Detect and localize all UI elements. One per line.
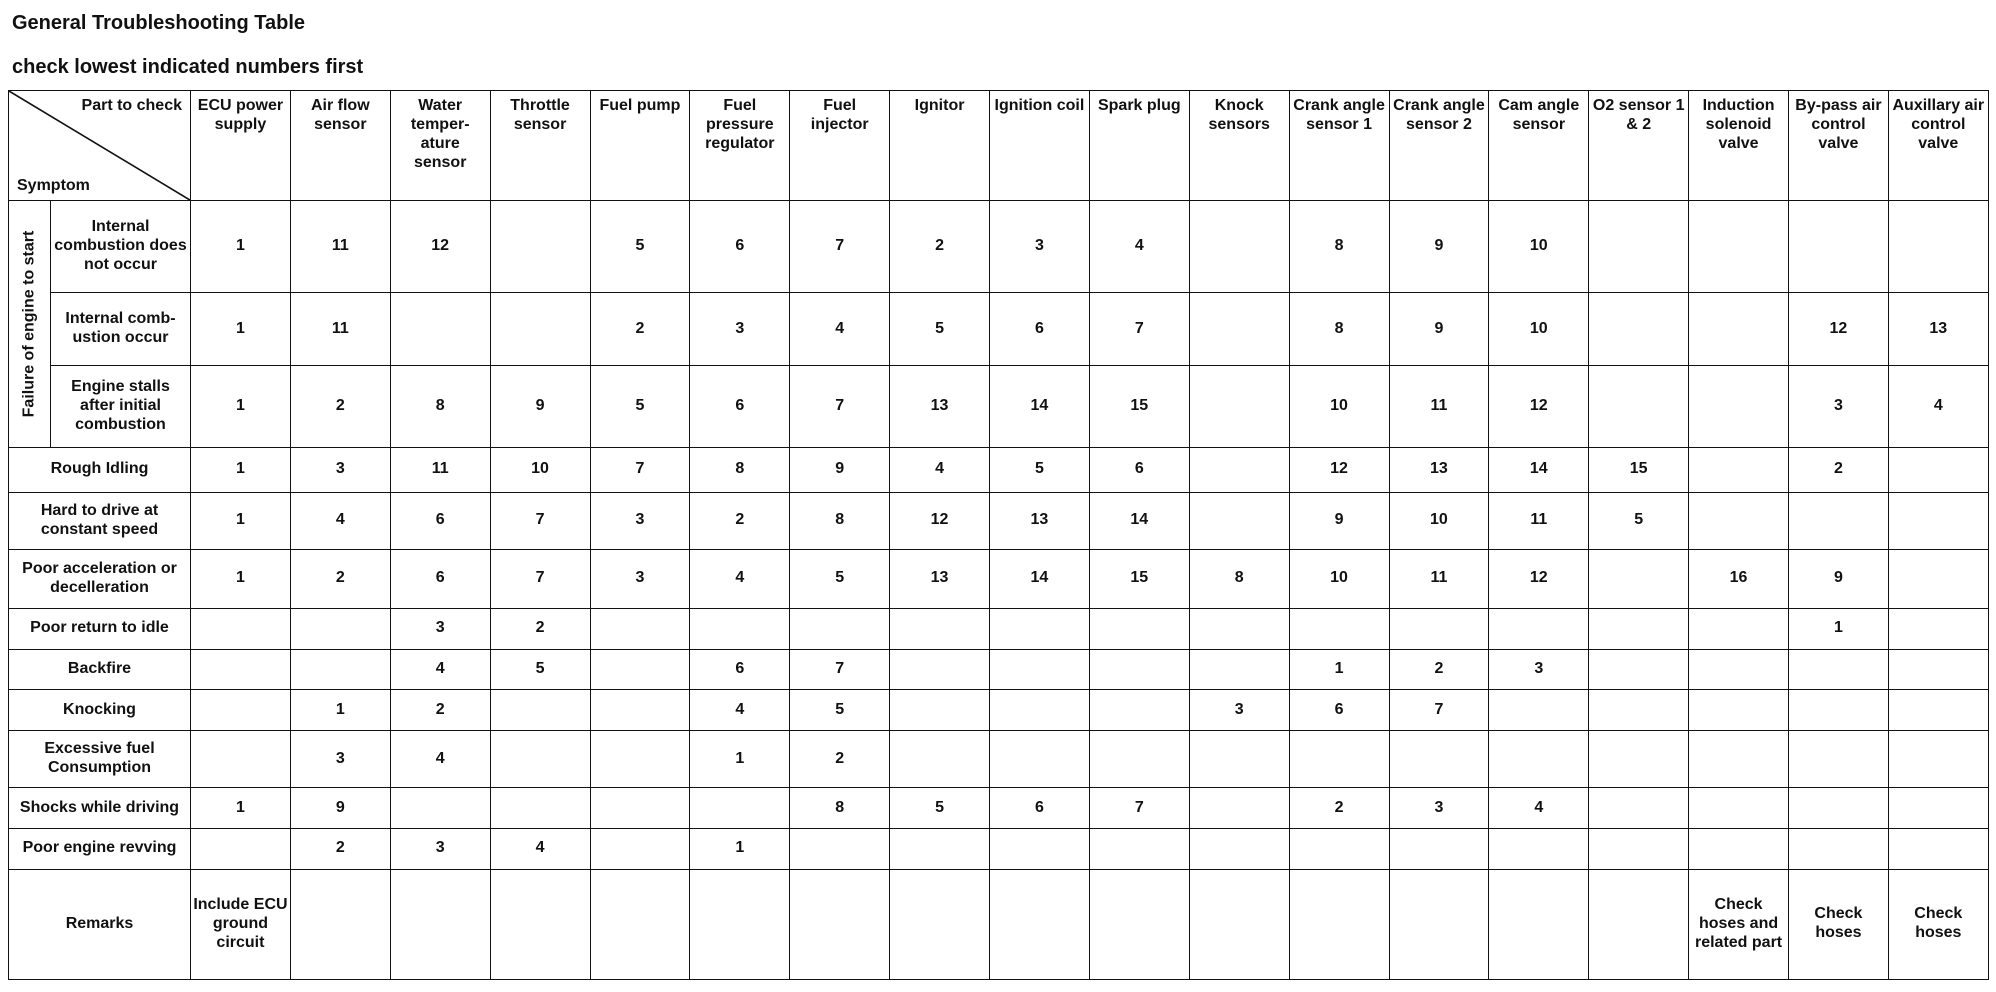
priority-cell xyxy=(1489,608,1589,649)
column-header: Auxillary air control valve xyxy=(1888,91,1988,201)
priority-cell: 15 xyxy=(1589,447,1689,492)
priority-cell: 2 xyxy=(590,292,690,365)
remark-cell xyxy=(1189,869,1289,979)
priority-cell xyxy=(191,731,291,788)
priority-cell: 3 xyxy=(1189,690,1289,731)
priority-cell xyxy=(1789,731,1889,788)
priority-cell: 5 xyxy=(590,201,690,293)
priority-cell: 7 xyxy=(490,549,590,608)
symptom-label: Symptom xyxy=(17,177,90,195)
priority-cell: 3 xyxy=(390,828,490,869)
remark-cell xyxy=(1089,869,1189,979)
priority-cell xyxy=(1888,201,1988,293)
priority-cell xyxy=(290,649,390,690)
priority-cell xyxy=(790,828,890,869)
priority-cell xyxy=(690,788,790,829)
priority-cell xyxy=(1789,788,1889,829)
priority-cell: 6 xyxy=(390,492,490,549)
column-header: Air flow sensor xyxy=(290,91,390,201)
priority-cell xyxy=(1888,608,1988,649)
priority-cell xyxy=(1888,731,1988,788)
column-header: Cam angle sensor xyxy=(1489,91,1589,201)
priority-cell: 11 xyxy=(1489,492,1589,549)
priority-cell: 1 xyxy=(191,492,291,549)
priority-cell: 4 xyxy=(390,731,490,788)
priority-cell: 14 xyxy=(1089,492,1189,549)
priority-cell: 4 xyxy=(790,292,890,365)
priority-cell: 3 xyxy=(390,608,490,649)
table-row xyxy=(9,828,1989,869)
remarks-label: Remarks xyxy=(9,869,191,979)
priority-cell xyxy=(990,608,1090,649)
priority-cell xyxy=(1389,731,1489,788)
priority-cell: 12 xyxy=(390,201,490,293)
priority-cell: 9 xyxy=(1289,492,1389,549)
priority-cell xyxy=(1689,828,1789,869)
priority-cell xyxy=(1888,788,1988,829)
part-to-check-label: Part to check xyxy=(81,97,182,114)
priority-cell: 1 xyxy=(191,366,291,448)
remark-cell xyxy=(690,869,790,979)
remark-cell xyxy=(1589,869,1689,979)
priority-cell: 6 xyxy=(990,788,1090,829)
priority-cell: 11 xyxy=(1389,366,1489,448)
priority-cell xyxy=(191,690,291,731)
priority-cell xyxy=(1189,492,1289,549)
priority-cell xyxy=(990,731,1090,788)
priority-cell: 10 xyxy=(1489,292,1589,365)
priority-cell xyxy=(1589,366,1689,448)
priority-cell xyxy=(1289,731,1389,788)
priority-cell xyxy=(1189,788,1289,829)
priority-cell xyxy=(590,608,690,649)
priority-cell: 2 xyxy=(690,492,790,549)
priority-cell: 7 xyxy=(590,447,690,492)
priority-cell: 10 xyxy=(1289,549,1389,608)
table-row xyxy=(9,201,1989,293)
priority-cell: 10 xyxy=(490,447,590,492)
priority-cell: 2 xyxy=(490,608,590,649)
priority-cell: 11 xyxy=(1389,549,1489,608)
priority-cell: 5 xyxy=(590,366,690,448)
priority-cell xyxy=(490,690,590,731)
priority-cell xyxy=(590,649,690,690)
column-header: Fuel pump xyxy=(590,91,690,201)
priority-cell: 4 xyxy=(1888,366,1988,448)
priority-cell xyxy=(1089,828,1189,869)
priority-cell xyxy=(390,788,490,829)
priority-cell: 12 xyxy=(1489,366,1589,448)
column-header: ECU power supply xyxy=(191,91,291,201)
priority-cell xyxy=(1589,608,1689,649)
group-label: Failure of engine to start xyxy=(20,230,38,418)
priority-cell xyxy=(990,828,1090,869)
column-header: Crank angle sensor 1 xyxy=(1289,91,1389,201)
priority-cell xyxy=(1489,828,1589,869)
priority-cell xyxy=(1389,828,1489,869)
priority-cell xyxy=(1589,649,1689,690)
remark-cell: Check hoses xyxy=(1789,869,1889,979)
priority-cell: 10 xyxy=(1489,201,1589,293)
priority-cell: 5 xyxy=(790,549,890,608)
priority-cell: 8 xyxy=(790,788,890,829)
priority-cell xyxy=(1589,690,1689,731)
priority-cell: 6 xyxy=(690,366,790,448)
symptom-cell: Hard to drive at constant speed xyxy=(9,492,191,549)
priority-cell: 4 xyxy=(490,828,590,869)
priority-cell: 10 xyxy=(1289,366,1389,448)
table-row xyxy=(9,788,1989,829)
priority-cell: 12 xyxy=(890,492,990,549)
priority-cell xyxy=(890,828,990,869)
column-header: Water temper-ature sensor xyxy=(390,91,490,201)
priority-cell xyxy=(1789,690,1889,731)
priority-cell: 2 xyxy=(890,201,990,293)
priority-cell xyxy=(890,608,990,649)
priority-cell xyxy=(290,608,390,649)
priority-cell xyxy=(490,292,590,365)
priority-cell xyxy=(590,828,690,869)
priority-cell xyxy=(1189,731,1289,788)
remark-cell xyxy=(290,869,390,979)
priority-cell xyxy=(1489,731,1589,788)
column-header: Crank angle sensor 2 xyxy=(1389,91,1489,201)
column-header: Fuel injector xyxy=(790,91,890,201)
priority-cell: 1 xyxy=(191,447,291,492)
priority-cell xyxy=(1189,292,1289,365)
table-row xyxy=(9,292,1989,365)
priority-cell: 8 xyxy=(1189,549,1289,608)
priority-cell: 3 xyxy=(1489,649,1589,690)
priority-cell: 2 xyxy=(1389,649,1489,690)
priority-cell: 1 xyxy=(290,690,390,731)
priority-cell xyxy=(1189,447,1289,492)
priority-cell xyxy=(1089,690,1189,731)
priority-cell xyxy=(1189,608,1289,649)
priority-cell xyxy=(1689,690,1789,731)
priority-cell: 16 xyxy=(1689,549,1789,608)
priority-cell: 7 xyxy=(1389,690,1489,731)
priority-cell xyxy=(1089,731,1189,788)
priority-cell: 8 xyxy=(690,447,790,492)
priority-cell: 13 xyxy=(1888,292,1988,365)
remarks-row xyxy=(9,869,1989,979)
priority-cell: 1 xyxy=(191,292,291,365)
priority-cell xyxy=(1689,366,1789,448)
priority-cell xyxy=(1689,608,1789,649)
symptom-cell: Poor engine revving xyxy=(9,828,191,869)
priority-cell: 9 xyxy=(290,788,390,829)
table-row xyxy=(9,649,1989,690)
symptom-cell: Poor acceleration or decelleration xyxy=(9,549,191,608)
header-row xyxy=(9,91,1989,201)
priority-cell: 6 xyxy=(1089,447,1189,492)
priority-cell: 5 xyxy=(1589,492,1689,549)
priority-cell: 6 xyxy=(990,292,1090,365)
symptom-cell: Internal combustion does not occur xyxy=(51,201,191,293)
priority-cell xyxy=(590,788,690,829)
priority-cell: 9 xyxy=(790,447,890,492)
table-row xyxy=(9,608,1989,649)
troubleshooting-table xyxy=(8,90,1989,980)
priority-cell: 2 xyxy=(290,828,390,869)
symptom-cell: Excessive fuel Consumption xyxy=(9,731,191,788)
column-header: Fuel pressure regulator xyxy=(690,91,790,201)
priority-cell xyxy=(690,608,790,649)
priority-cell xyxy=(191,608,291,649)
priority-cell xyxy=(1189,201,1289,293)
corner-cell xyxy=(9,91,191,201)
priority-cell: 3 xyxy=(1789,366,1889,448)
priority-cell xyxy=(1589,731,1689,788)
priority-cell: 10 xyxy=(1389,492,1489,549)
priority-cell xyxy=(1689,201,1789,293)
page-title: General Troubleshooting Table xyxy=(12,12,305,34)
priority-cell xyxy=(191,828,291,869)
priority-cell: 9 xyxy=(490,366,590,448)
priority-cell xyxy=(1689,292,1789,365)
priority-cell: 13 xyxy=(890,366,990,448)
priority-cell: 14 xyxy=(990,549,1090,608)
priority-cell xyxy=(1888,649,1988,690)
priority-cell xyxy=(1689,447,1789,492)
priority-cell: 7 xyxy=(490,492,590,549)
priority-cell: 1 xyxy=(191,788,291,829)
priority-cell: 1 xyxy=(690,731,790,788)
remark-cell xyxy=(790,869,890,979)
priority-cell: 3 xyxy=(290,447,390,492)
priority-cell: 7 xyxy=(1089,788,1189,829)
priority-cell: 8 xyxy=(1289,201,1389,293)
priority-cell xyxy=(1888,690,1988,731)
table-row xyxy=(9,366,1989,448)
symptom-cell: Engine stalls after initial combustion xyxy=(51,366,191,448)
priority-cell: 14 xyxy=(1489,447,1589,492)
priority-cell: 7 xyxy=(790,366,890,448)
priority-cell: 5 xyxy=(890,292,990,365)
priority-cell xyxy=(490,201,590,293)
priority-cell xyxy=(1789,828,1889,869)
priority-cell xyxy=(1489,690,1589,731)
priority-cell: 4 xyxy=(890,447,990,492)
column-header: Ignition coil xyxy=(990,91,1090,201)
column-header: O2 sensor 1 & 2 xyxy=(1589,91,1689,201)
priority-cell: 2 xyxy=(790,731,890,788)
priority-cell: 2 xyxy=(390,690,490,731)
priority-cell xyxy=(1689,649,1789,690)
remark-cell xyxy=(490,869,590,979)
remark-cell xyxy=(590,869,690,979)
priority-cell xyxy=(790,608,890,649)
priority-cell xyxy=(490,788,590,829)
priority-cell: 13 xyxy=(990,492,1090,549)
priority-cell: 6 xyxy=(690,649,790,690)
priority-cell: 1 xyxy=(191,201,291,293)
priority-cell: 6 xyxy=(390,549,490,608)
priority-cell: 12 xyxy=(1289,447,1389,492)
priority-cell xyxy=(1689,731,1789,788)
priority-cell: 11 xyxy=(290,292,390,365)
priority-cell xyxy=(1789,492,1889,549)
priority-cell: 3 xyxy=(1389,788,1489,829)
priority-cell: 7 xyxy=(1089,292,1189,365)
remark-cell: Check hoses and related part xyxy=(1689,869,1789,979)
priority-cell: 1 xyxy=(1289,649,1389,690)
priority-cell xyxy=(1389,608,1489,649)
priority-cell xyxy=(390,292,490,365)
priority-cell xyxy=(1289,828,1389,869)
priority-cell xyxy=(1189,649,1289,690)
priority-cell: 5 xyxy=(490,649,590,690)
priority-cell xyxy=(890,690,990,731)
priority-cell: 5 xyxy=(890,788,990,829)
priority-cell: 2 xyxy=(1289,788,1389,829)
priority-cell: 6 xyxy=(1289,690,1389,731)
remark-cell xyxy=(390,869,490,979)
remark-cell xyxy=(1489,869,1589,979)
remark-cell: Include ECU ground circuit xyxy=(191,869,291,979)
priority-cell: 7 xyxy=(790,201,890,293)
priority-cell xyxy=(1589,828,1689,869)
priority-cell xyxy=(1689,788,1789,829)
column-header: Spark plug xyxy=(1089,91,1189,201)
table-row xyxy=(9,492,1989,549)
priority-cell xyxy=(590,731,690,788)
priority-cell: 9 xyxy=(1389,292,1489,365)
remark-cell xyxy=(1389,869,1489,979)
priority-cell xyxy=(1589,292,1689,365)
priority-cell xyxy=(590,690,690,731)
column-header: Induction solenoid valve xyxy=(1689,91,1789,201)
priority-cell: 7 xyxy=(790,649,890,690)
priority-cell xyxy=(1888,549,1988,608)
priority-cell: 3 xyxy=(590,492,690,549)
column-header: Throttle sensor xyxy=(490,91,590,201)
symptom-cell: Internal comb-ustion occur xyxy=(51,292,191,365)
priority-cell xyxy=(1888,447,1988,492)
priority-cell: 5 xyxy=(990,447,1090,492)
priority-cell: 9 xyxy=(1389,201,1489,293)
remark-cell: Check hoses xyxy=(1888,869,1988,979)
priority-cell: 12 xyxy=(1489,549,1589,608)
priority-cell xyxy=(1789,201,1889,293)
symptom-cell: Poor return to idle xyxy=(9,608,191,649)
priority-cell: 4 xyxy=(690,690,790,731)
table-row xyxy=(9,731,1989,788)
priority-cell: 9 xyxy=(1789,549,1889,608)
symptom-cell: Backfire xyxy=(9,649,191,690)
priority-cell xyxy=(1289,608,1389,649)
priority-cell xyxy=(890,731,990,788)
priority-cell: 12 xyxy=(1789,292,1889,365)
priority-cell: 3 xyxy=(990,201,1090,293)
priority-cell: 8 xyxy=(390,366,490,448)
symptom-cell: Rough Idling xyxy=(9,447,191,492)
priority-cell: 2 xyxy=(290,549,390,608)
priority-cell: 1 xyxy=(191,549,291,608)
symptom-cell: Knocking xyxy=(9,690,191,731)
priority-cell: 2 xyxy=(1789,447,1889,492)
table-row xyxy=(9,549,1989,608)
column-header: By-pass air control valve xyxy=(1789,91,1889,201)
priority-cell: 11 xyxy=(390,447,490,492)
priority-cell: 4 xyxy=(690,549,790,608)
priority-cell xyxy=(1589,549,1689,608)
priority-cell: 3 xyxy=(690,292,790,365)
priority-cell: 4 xyxy=(390,649,490,690)
column-header: Knock sensors xyxy=(1189,91,1289,201)
priority-cell: 1 xyxy=(690,828,790,869)
priority-cell: 6 xyxy=(690,201,790,293)
priority-cell: 2 xyxy=(290,366,390,448)
priority-cell xyxy=(191,649,291,690)
table-row xyxy=(9,447,1989,492)
symptom-cell: Shocks while driving xyxy=(9,788,191,829)
priority-cell xyxy=(990,649,1090,690)
column-header: Ignitor xyxy=(890,91,990,201)
priority-cell: 8 xyxy=(790,492,890,549)
priority-cell xyxy=(1189,366,1289,448)
failure-to-start-group xyxy=(9,201,51,448)
priority-cell: 15 xyxy=(1089,549,1189,608)
priority-cell: 1 xyxy=(1789,608,1889,649)
priority-cell: 14 xyxy=(990,366,1090,448)
priority-cell xyxy=(490,731,590,788)
priority-cell xyxy=(990,690,1090,731)
page-subtitle: check lowest indicated numbers first xyxy=(12,56,364,78)
priority-cell xyxy=(1089,608,1189,649)
priority-cell: 3 xyxy=(590,549,690,608)
priority-cell: 11 xyxy=(290,201,390,293)
priority-cell: 4 xyxy=(1489,788,1589,829)
priority-cell: 4 xyxy=(290,492,390,549)
remark-cell xyxy=(1289,869,1389,979)
priority-cell xyxy=(1888,492,1988,549)
priority-cell: 15 xyxy=(1089,366,1189,448)
priority-cell: 13 xyxy=(1389,447,1489,492)
priority-cell xyxy=(1689,492,1789,549)
priority-cell: 13 xyxy=(890,549,990,608)
priority-cell: 5 xyxy=(790,690,890,731)
priority-cell xyxy=(1789,649,1889,690)
remark-cell xyxy=(890,869,990,979)
priority-cell xyxy=(890,649,990,690)
priority-cell xyxy=(1888,828,1988,869)
remark-cell xyxy=(990,869,1090,979)
priority-cell xyxy=(1189,828,1289,869)
priority-cell: 4 xyxy=(1089,201,1189,293)
priority-cell: 3 xyxy=(290,731,390,788)
priority-cell xyxy=(1589,788,1689,829)
priority-cell xyxy=(1589,201,1689,293)
priority-cell: 8 xyxy=(1289,292,1389,365)
table-row xyxy=(9,690,1989,731)
priority-cell xyxy=(1089,649,1189,690)
